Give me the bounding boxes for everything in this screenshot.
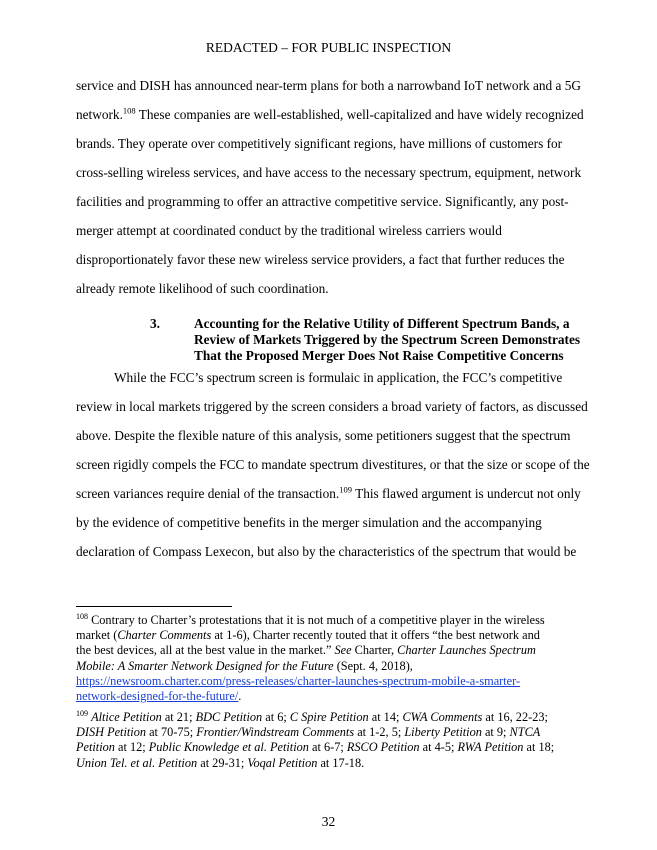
footnote-ref-108[interactable]: 108 <box>122 105 136 116</box>
footnote-109: $^{109}$ Altice Petition at 21; BDC Petition at 6; C Spire Petition at 14; CWA Comments at 16, 22-23; DISH Petition at 70-75; Frontier/Windstream Comments at 1-2, 5; Liberty Petition at 9; NTCA Petition at 12; Public Knowledge et al. Petition at 6-7; RSCO Petition at 4-5; RWA Petition at 18; Union Tel. et al. Petition at 29-31; Voqal Petition at 17-18. <box>76 708 555 770</box>
footnote-separator <box>76 606 232 607</box>
page-header: REDACTED – FOR PUBLIC INSPECTION <box>205 40 452 55</box>
footnote-number: 108 <box>76 611 88 621</box>
text-line: declaration of Compass Lexecon, but also by the characteristics of the spectrum that would be <box>76 544 577 559</box>
heading-number: 3. <box>150 316 160 331</box>
text-line: screen variances require denial of the transaction.$^{109}$ This flawed argument is undercut not only <box>76 484 581 501</box>
text-line: above. Despite the flexible nature of this analysis, some petitioners suggest that the spectrum <box>76 428 571 443</box>
text-line: facilities and programming to offer an attractive competitive service. Significantly, any post- <box>76 194 569 209</box>
page-number: 32 <box>321 814 336 829</box>
charter-press-release-link[interactable]: https://newsroom.charter.com/press-releases/charter-launches-spectrum-mobile-a-smarter- <box>76 673 521 688</box>
text-line: brands. They operate over competitively significant regions, have millions of customers for <box>76 136 563 151</box>
text-line: While the FCC’s spectrum screen is formulaic in application, the FCC’s competitive <box>114 370 563 385</box>
charter-press-release-link-cont[interactable]: network-designed-for-the-future/ <box>76 689 239 704</box>
footnote-number: 109 <box>76 708 88 718</box>
text-line: merger attempt at coordinated conduct by the traditional wireless carriers would <box>76 223 502 238</box>
footnote-108: $^{108}$ Contrary to Charter’s protestations that it is not much of a competitive player in the wireless market (Charter Comments at 1-6), Charter recently touted that it offers “the best network and the best devices, all at the best value in the market.” See Charter, Charter Launches Spectrum Mobile: A Smarter Network Designed for the Future (Sept. 4, 2018), https://newsroom.charter.com/press-releases/charter-launches-spectrum-mobile-a-smarter- network-designed-for-the-future/. <box>76 611 545 704</box>
text-line: screen rigidly compels the FCC to mandate spectrum divestitures, or that the size or scope of the <box>76 457 590 472</box>
text-line: network.$^{108}$ These companies are well-established, well-capitalized and have widely recognized <box>76 105 584 122</box>
text-line: already remote likelihood of such coordination. <box>76 281 329 296</box>
text-line: cross-selling wireless services, and have access to the necessary spectrum, equipment, network <box>76 165 582 180</box>
text-line: review in local markets triggered by the screen considers a broad variety of factors, as discussed <box>76 399 588 414</box>
text-line: by the evidence of competitive benefits in the merger simulation and the accompanying <box>76 515 542 530</box>
text-line: service and DISH has announced near-term plans for both a narrowband IoT network and a 5G <box>76 78 581 93</box>
heading-title: Accounting for the Relative Utility of Different Spectrum Bands, a Review of Markets Triggered by the Spectrum Screen Demonstrates That the Proposed Merger Does Not Raise Competitive Concerns <box>194 316 581 363</box>
text-line: disproportionately favor these new wireless service providers, a fact that further reduces the <box>76 252 565 267</box>
footnote-ref-109[interactable]: 109 <box>339 484 352 495</box>
